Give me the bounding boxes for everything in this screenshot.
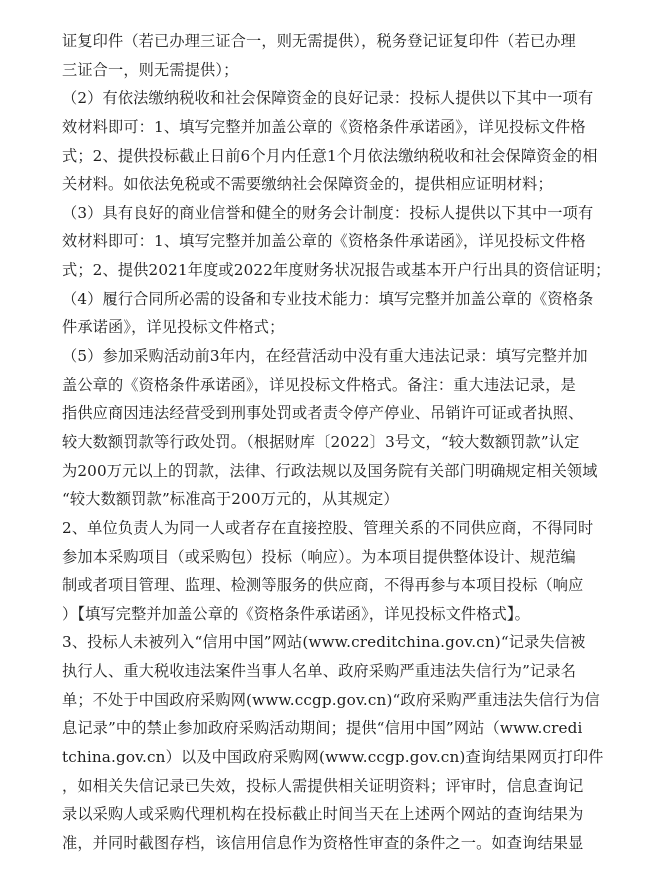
text-line-11: 件承诺函》，详见投标文件格式； <box>62 318 285 337</box>
document-body <box>62 27 642 858</box>
text-line-1: 证复印件（若已办理三证合一，则无需提供），税务登记证复印件（若已办理 <box>62 32 576 50</box>
text-line-26: tchina.gov.cn）以及中国政府采购网(www.ccgp.gov.cn)查询结果网页打印件 <box>62 748 604 767</box>
text-line-14: 指供应商因违法经营受到刑事处罚或者责令停产停业、吊销许可证或者执照、 <box>62 404 584 423</box>
text-line-22: 3、投标人未被列入“信用中国”网站(www.creditchina.gov.cn)“记录失信被 <box>62 633 586 652</box>
text-line-19: 参加本采购项目（或采购包）投标（响应）。为本项目提供整体设计、规范编 <box>62 547 576 566</box>
text-line-7: （3）具有良好的商业信誉和健全的财务会计制度：投标人提供以下其中一项有 <box>62 203 594 222</box>
text-line-9: 式；2、提供2021年度或2022年度财务状况报告或基本开户行出具的资信证明； <box>62 261 611 280</box>
text-line-23: 执行人、重大税收违法案件当事人名单、政府采购严重违法失信行为”记录名 <box>62 662 577 681</box>
text-line-8: 效材料即可：1、填写完整并加盖公章的《资格条件承诺函》，详见投标文件格 <box>62 232 586 251</box>
text-line-25: 息记录”中的禁止参加政府采购活动期间；提供“信用中国”网站（www.credi <box>62 719 583 738</box>
text-line-28: 录以采购人或采购代理机构在投标截止时间当天在上述两个网站的查询结果为 <box>62 805 584 824</box>
text-line-2: 三证合一，则无需提供）； <box>62 60 239 79</box>
text-line-4: 效材料即可：1、填写完整并加盖公章的《资格条件承诺函》，详见投标文件格 <box>62 117 586 136</box>
text-line-16: 为200万元以上的罚款，法律、行政法规以及国务院有关部门明确规定相关领域 <box>62 461 598 480</box>
text-line-24: 单；不处于中国政府采购网(www.ccgp.gov.cn)“政府采购严重违法失信行为信 <box>62 690 600 709</box>
text-line-21: ）【填写完整并加盖公章的《资格条件承诺函》，详见投标文件格式】。 <box>62 604 530 623</box>
text-line-10: （4）履行合同所必需的设备和专业技术能力：填写完整并加盖公章的《资格条 <box>62 289 594 308</box>
text-line-29: 准，并同时截图存档，该信用信息作为资格性审查的条件之一。如查询结果显 <box>62 833 584 852</box>
text-line-13: 盖公章的《资格条件承诺函》，详见投标文件格式。备注：重大违法记录，是 <box>62 375 576 394</box>
text-line-6: 关材料。如依法免税或不需要缴纳社会保障资金的，提供相应证明材料； <box>62 175 553 194</box>
text-line-12: （5）参加采购活动前3年内，在经营活动中没有重大违法记录：填写完整并加 <box>62 347 588 366</box>
text-line-18: 2、单位负责人为同一人或者存在直接控股、管理关系的不同供应商，不得同时 <box>62 518 594 537</box>
text-line-20: 制或者项目管理、监理、检测等服务的供应商，不得再参与本项目投标（响应 <box>62 576 584 595</box>
text-line-17: “较大数额罚款”标准高于200万元的，从其规定） <box>62 490 399 509</box>
text-line-3: （2）有依法缴纳税收和社会保障资金的良好记录：投标人提供以下其中一项有 <box>62 89 594 108</box>
text-line-27: ，如相关失信记录已失效，投标人需提供相关证明资料；评审时，信息查询记 <box>62 776 584 795</box>
text-line-5: 式；2、提供投标截止日前6个月内任意1个月依法缴纳税收和社会保障资金的相 <box>62 146 598 165</box>
text-line-15: 较大数额罚款等行政处罚。（根据财库〔2022〕3号文，“较大数额罚款”认定 <box>62 432 580 451</box>
